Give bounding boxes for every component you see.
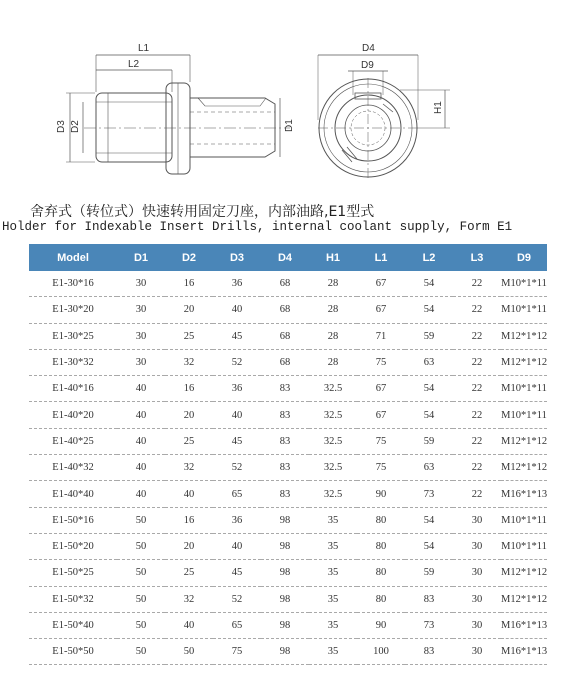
cell-d9: M10*1*11 bbox=[501, 533, 547, 559]
col-header-h1: H1 bbox=[309, 244, 357, 271]
cell-d3: 36 bbox=[213, 271, 261, 297]
cell-h1: 35 bbox=[309, 586, 357, 612]
technical-drawing bbox=[0, 0, 577, 200]
cell-d3: 40 bbox=[213, 533, 261, 559]
table-row bbox=[29, 507, 547, 533]
side-view bbox=[66, 55, 290, 174]
cell-l1: 80 bbox=[357, 586, 405, 612]
cell-l2: 54 bbox=[405, 402, 453, 428]
table-row bbox=[29, 533, 547, 559]
cell-d9: M16*1*13 bbox=[501, 639, 547, 665]
cell-l3: 22 bbox=[453, 349, 501, 375]
cell-d9: M12*1*12 bbox=[501, 455, 547, 481]
cell-d3: 75 bbox=[213, 639, 261, 665]
cell-d4: 68 bbox=[261, 297, 309, 323]
cell-d9: M12*1*12 bbox=[501, 428, 547, 454]
cell-l3: 30 bbox=[453, 586, 501, 612]
cell-l3: 30 bbox=[453, 507, 501, 533]
cell-model: E1-50*16 bbox=[29, 507, 117, 533]
cell-l3: 22 bbox=[453, 428, 501, 454]
cell-l2: 83 bbox=[405, 639, 453, 665]
cell-h1: 35 bbox=[309, 560, 357, 586]
cell-l3: 22 bbox=[453, 402, 501, 428]
cell-l2: 54 bbox=[405, 376, 453, 402]
cell-model: E1-40*20 bbox=[29, 402, 117, 428]
cell-l1: 67 bbox=[357, 271, 405, 297]
table-row bbox=[29, 481, 547, 507]
cell-h1: 32.5 bbox=[309, 428, 357, 454]
label-D9: D9 bbox=[361, 60, 374, 71]
table-row bbox=[29, 586, 547, 612]
cell-d4: 98 bbox=[261, 533, 309, 559]
cell-d1: 50 bbox=[117, 639, 165, 665]
cell-d1: 50 bbox=[117, 533, 165, 559]
cell-d3: 65 bbox=[213, 481, 261, 507]
cell-l2: 83 bbox=[405, 586, 453, 612]
cell-d3: 52 bbox=[213, 349, 261, 375]
cell-l1: 75 bbox=[357, 455, 405, 481]
table-row bbox=[29, 376, 547, 402]
cell-l1: 100 bbox=[357, 639, 405, 665]
cell-h1: 28 bbox=[309, 297, 357, 323]
cell-d9: M12*1*12 bbox=[501, 323, 547, 349]
cell-d2: 25 bbox=[165, 560, 213, 586]
cell-model: E1-40*32 bbox=[29, 455, 117, 481]
cell-d1: 50 bbox=[117, 560, 165, 586]
col-header-d9: D9 bbox=[501, 244, 547, 271]
cell-d9: M16*1*13 bbox=[501, 612, 547, 638]
cell-l3: 22 bbox=[453, 323, 501, 349]
cell-l3: 22 bbox=[453, 271, 501, 297]
cell-l3: 22 bbox=[453, 455, 501, 481]
col-header-model: Model bbox=[29, 244, 117, 271]
cell-l3: 22 bbox=[453, 376, 501, 402]
cell-d1: 30 bbox=[117, 349, 165, 375]
cell-l2: 63 bbox=[405, 455, 453, 481]
cell-l3: 30 bbox=[453, 533, 501, 559]
cell-d3: 52 bbox=[213, 586, 261, 612]
cell-d2: 40 bbox=[165, 612, 213, 638]
cell-d2: 20 bbox=[165, 402, 213, 428]
cell-l2: 54 bbox=[405, 533, 453, 559]
col-header-l3: L3 bbox=[453, 244, 501, 271]
label-L1: L1 bbox=[138, 43, 150, 54]
cell-d9: M10*1*11 bbox=[501, 271, 547, 297]
cell-d9: M10*1*11 bbox=[501, 402, 547, 428]
cell-h1: 32.5 bbox=[309, 376, 357, 402]
cell-d2: 32 bbox=[165, 349, 213, 375]
table-row bbox=[29, 323, 547, 349]
cell-d2: 16 bbox=[165, 271, 213, 297]
cell-model: E1-50*50 bbox=[29, 639, 117, 665]
label-D2: D2 bbox=[70, 120, 81, 133]
cell-l1: 90 bbox=[357, 612, 405, 638]
cell-d2: 32 bbox=[165, 455, 213, 481]
label-D3: D3 bbox=[56, 120, 67, 133]
cell-d4: 83 bbox=[261, 428, 309, 454]
cell-d1: 30 bbox=[117, 271, 165, 297]
cell-d1: 50 bbox=[117, 507, 165, 533]
title-english: Holder for Indexable Insert Drills, internal coolant supply, Form E1 bbox=[2, 220, 513, 234]
cell-d2: 40 bbox=[165, 481, 213, 507]
cell-l2: 73 bbox=[405, 481, 453, 507]
cell-l3: 30 bbox=[453, 560, 501, 586]
cell-l2: 54 bbox=[405, 271, 453, 297]
cell-l2: 73 bbox=[405, 612, 453, 638]
cell-l2: 59 bbox=[405, 428, 453, 454]
front-dim-labels bbox=[361, 43, 444, 114]
cell-l2: 59 bbox=[405, 323, 453, 349]
cell-d1: 50 bbox=[117, 612, 165, 638]
cell-d4: 83 bbox=[261, 481, 309, 507]
cell-d2: 16 bbox=[165, 507, 213, 533]
cell-d1: 40 bbox=[117, 481, 165, 507]
cell-d4: 83 bbox=[261, 455, 309, 481]
cell-d4: 68 bbox=[261, 271, 309, 297]
cell-d2: 20 bbox=[165, 533, 213, 559]
cell-l1: 67 bbox=[357, 297, 405, 323]
cell-d4: 83 bbox=[261, 376, 309, 402]
cell-l1: 80 bbox=[357, 533, 405, 559]
cell-d1: 50 bbox=[117, 586, 165, 612]
cell-d1: 40 bbox=[117, 402, 165, 428]
cell-l1: 75 bbox=[357, 428, 405, 454]
cell-d9: M10*1*11 bbox=[501, 376, 547, 402]
table-row bbox=[29, 639, 547, 665]
cell-d2: 50 bbox=[165, 639, 213, 665]
cell-l2: 59 bbox=[405, 560, 453, 586]
cell-model: E1-50*25 bbox=[29, 560, 117, 586]
cell-d3: 45 bbox=[213, 560, 261, 586]
cell-d4: 83 bbox=[261, 402, 309, 428]
cell-d3: 65 bbox=[213, 612, 261, 638]
cell-d2: 32 bbox=[165, 586, 213, 612]
cell-model: E1-50*40 bbox=[29, 612, 117, 638]
cell-d3: 36 bbox=[213, 507, 261, 533]
table-row bbox=[29, 297, 547, 323]
table-row bbox=[29, 612, 547, 638]
table-row bbox=[29, 402, 547, 428]
cell-d1: 40 bbox=[117, 428, 165, 454]
cell-l1: 80 bbox=[357, 507, 405, 533]
front-view bbox=[318, 55, 450, 178]
cell-l1: 90 bbox=[357, 481, 405, 507]
cell-d3: 40 bbox=[213, 297, 261, 323]
cell-l3: 22 bbox=[453, 481, 501, 507]
cell-d1: 40 bbox=[117, 376, 165, 402]
cell-d9: M10*1*11 bbox=[501, 297, 547, 323]
cell-d1: 40 bbox=[117, 455, 165, 481]
cell-l3: 30 bbox=[453, 612, 501, 638]
cell-h1: 35 bbox=[309, 639, 357, 665]
cell-l1: 67 bbox=[357, 402, 405, 428]
cell-h1: 35 bbox=[309, 533, 357, 559]
cell-model: E1-40*25 bbox=[29, 428, 117, 454]
cell-d2: 20 bbox=[165, 297, 213, 323]
table-row bbox=[29, 428, 547, 454]
cell-model: E1-50*20 bbox=[29, 533, 117, 559]
title-chinese: 舍弃式（转位式）快速转用固定刀座，内部油路,E1型式 bbox=[30, 204, 375, 220]
col-header-d1: D1 bbox=[117, 244, 165, 271]
cell-d4: 98 bbox=[261, 639, 309, 665]
cell-model: E1-50*32 bbox=[29, 586, 117, 612]
cell-d4: 98 bbox=[261, 560, 309, 586]
cell-d9: M12*1*12 bbox=[501, 349, 547, 375]
cell-d2: 16 bbox=[165, 376, 213, 402]
cell-l1: 71 bbox=[357, 323, 405, 349]
cell-model: E1-40*40 bbox=[29, 481, 117, 507]
cell-h1: 35 bbox=[309, 507, 357, 533]
cell-d3: 45 bbox=[213, 323, 261, 349]
cell-d9: M12*1*12 bbox=[501, 586, 547, 612]
cell-d9: M16*1*13 bbox=[501, 481, 547, 507]
cell-h1: 28 bbox=[309, 349, 357, 375]
table-row bbox=[29, 271, 547, 297]
cell-d4: 98 bbox=[261, 586, 309, 612]
col-header-d4: D4 bbox=[261, 244, 309, 271]
cell-d4: 68 bbox=[261, 349, 309, 375]
cell-d3: 36 bbox=[213, 376, 261, 402]
cell-d9: M12*1*12 bbox=[501, 560, 547, 586]
cell-model: E1-40*16 bbox=[29, 376, 117, 402]
table-row bbox=[29, 349, 547, 375]
cell-l2: 54 bbox=[405, 297, 453, 323]
cell-l1: 67 bbox=[357, 376, 405, 402]
table-body bbox=[29, 271, 547, 665]
cell-d1: 30 bbox=[117, 323, 165, 349]
cell-d3: 40 bbox=[213, 402, 261, 428]
label-D1: D1 bbox=[284, 119, 295, 132]
spec-table bbox=[29, 244, 547, 665]
cell-l1: 75 bbox=[357, 349, 405, 375]
cell-d1: 30 bbox=[117, 297, 165, 323]
cell-l2: 63 bbox=[405, 349, 453, 375]
cell-l1: 80 bbox=[357, 560, 405, 586]
cell-model: E1-30*32 bbox=[29, 349, 117, 375]
cell-d4: 68 bbox=[261, 323, 309, 349]
cell-h1: 32.5 bbox=[309, 455, 357, 481]
cell-d4: 98 bbox=[261, 612, 309, 638]
cell-d4: 98 bbox=[261, 507, 309, 533]
col-header-d3: D3 bbox=[213, 244, 261, 271]
cell-d3: 45 bbox=[213, 428, 261, 454]
cell-h1: 28 bbox=[309, 271, 357, 297]
cell-l3: 22 bbox=[453, 297, 501, 323]
cell-d3: 52 bbox=[213, 455, 261, 481]
cell-h1: 32.5 bbox=[309, 402, 357, 428]
cell-d9: M10*1*11 bbox=[501, 507, 547, 533]
cell-d2: 25 bbox=[165, 428, 213, 454]
cell-h1: 35 bbox=[309, 612, 357, 638]
cell-model: E1-30*25 bbox=[29, 323, 117, 349]
cell-h1: 28 bbox=[309, 323, 357, 349]
label-H1: H1 bbox=[433, 101, 444, 114]
side-dim-labels bbox=[56, 43, 295, 133]
table-header-row bbox=[29, 244, 547, 271]
cell-model: E1-30*20 bbox=[29, 297, 117, 323]
table-row bbox=[29, 560, 547, 586]
cell-l2: 54 bbox=[405, 507, 453, 533]
cell-l3: 30 bbox=[453, 639, 501, 665]
col-header-d2: D2 bbox=[165, 244, 213, 271]
col-header-l2: L2 bbox=[405, 244, 453, 271]
table-row bbox=[29, 455, 547, 481]
label-L2: L2 bbox=[128, 59, 140, 70]
cell-d2: 25 bbox=[165, 323, 213, 349]
cell-h1: 32.5 bbox=[309, 481, 357, 507]
label-D4: D4 bbox=[362, 43, 375, 54]
col-header-l1: L1 bbox=[357, 244, 405, 271]
cell-model: E1-30*16 bbox=[29, 271, 117, 297]
